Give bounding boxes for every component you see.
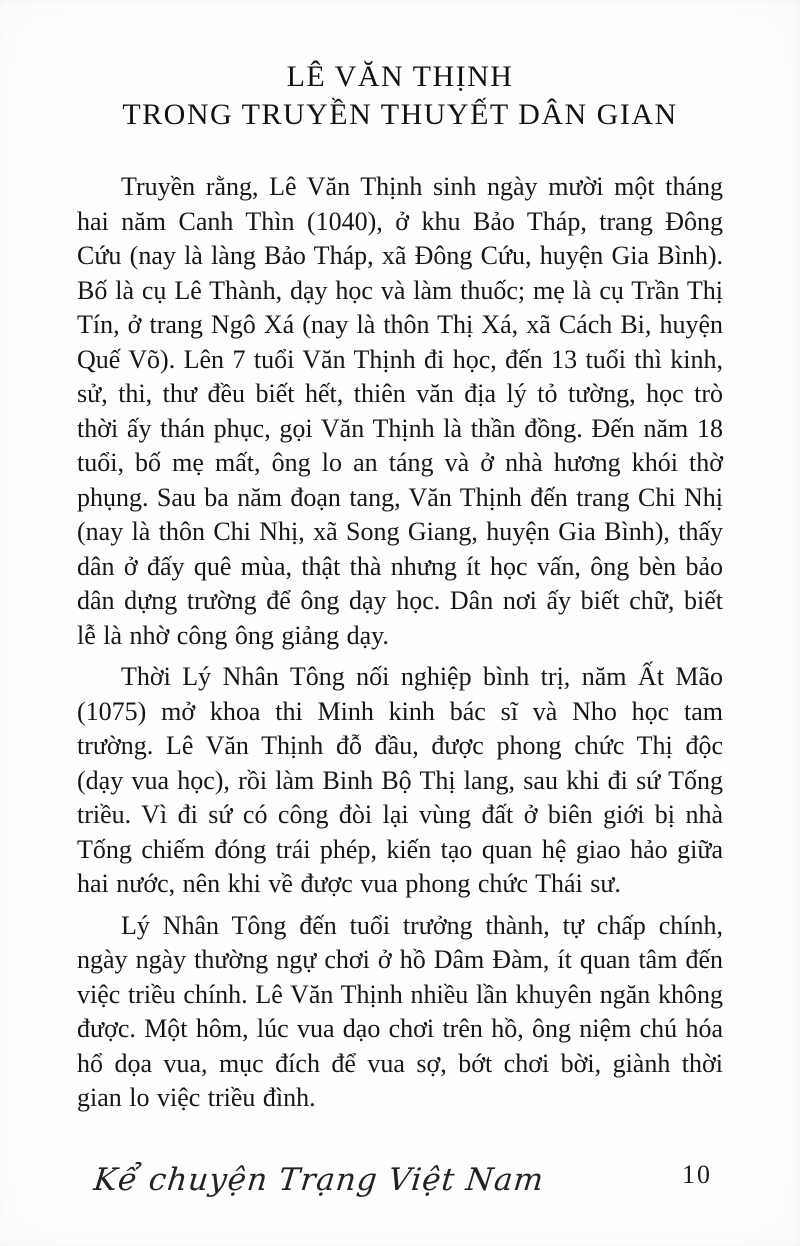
chapter-title-line-1: LÊ VĂN THỊNH [286, 60, 514, 93]
page-number: 10 [682, 1160, 712, 1189]
paragraph-1: Truyền rằng, Lê Văn Thịnh sinh ngày mười một tháng hai năm Canh Thìn (1040), ở khu Bảo Tháp, trang Đông Cứu (nay là làng Bảo Tháp, xã Đông Cứu, huyện Gia Bình). Bố là cụ Lê Thành, dạy học và làm thuốc; mẹ là cụ Trần Thị Tín, ở trang Ngô Xá (nay là thôn Thị Xá, xã Cách Bi, huyện Quế Võ). Lên 7 tuổi Văn Thịnh đi học, đến 13 tuổi thì kinh, sử, thi, thư đều biết hết, thiên văn địa lý tỏ tường, học trò thời ấy thán phục, gọi Văn Thịnh là thần đồng. Đến năm 18 tuổi, bố mẹ mất, ông lo an táng và ở nhà hương khói thờ phụng. Sau ba năm đoạn tang, Văn Thịnh đến trang Chi Nhị (nay là thôn Chi Nhị, xã Song Giang, huyện Gia Bình), thấy dân ở đấy quê mùa, thật thà nhưng ít học vấn, ông bèn bảo dân dựng trường để ông dạy học. Dân nơi ấy biết chữ, biết lễ là nhờ công ông giảng dạy. [77, 172, 723, 650]
paragraph-3: Lý Nhân Tông đến tuổi trưởng thành, tự chấp chính, ngày ngày thường ngự chơi ở hồ Dâm Đàm, ít quan tâm đến việc triều chính. Lê Văn Thịnh nhiều lần khuyên ngăn không được. Một hôm, lúc vua dạo chơi trên hồ, ông niệm chú hóa hổ dọa vua, mục đích để vua sợ, bớt chơi bời, giành thời gian lo việc triều đình. [77, 910, 723, 1112]
body-text [77, 170, 723, 1116]
footer-book-title: Kể chuyện Trạng Việt Nam [92, 1162, 546, 1198]
chapter-title-line-2: TRONG TRUYỀN THUYẾT DÂN GIAN [122, 98, 678, 131]
page-footer [0, 1148, 800, 1200]
paragraph-2: Thời Lý Nhân Tông nối nghiệp bình trị, năm Ất Mão (1075) mở khoa thi Minh kinh bác sĩ và Nho học tam trường. Lê Văn Thịnh đỗ đầu, được phong chức Thị độc (dạy vua học), rồi làm Binh Bộ Thị lang, sau khi đi sứ Tống triều. Vì đi sứ có công đòi lại vùng đất ở biên giới bị nhà Tống chiếm đóng trái phép, kiến tạo quan hệ giao hảo giữa hai nước, nên khi về được vua phong chức Thái sư. [77, 662, 723, 898]
chapter-title [0, 58, 800, 134]
